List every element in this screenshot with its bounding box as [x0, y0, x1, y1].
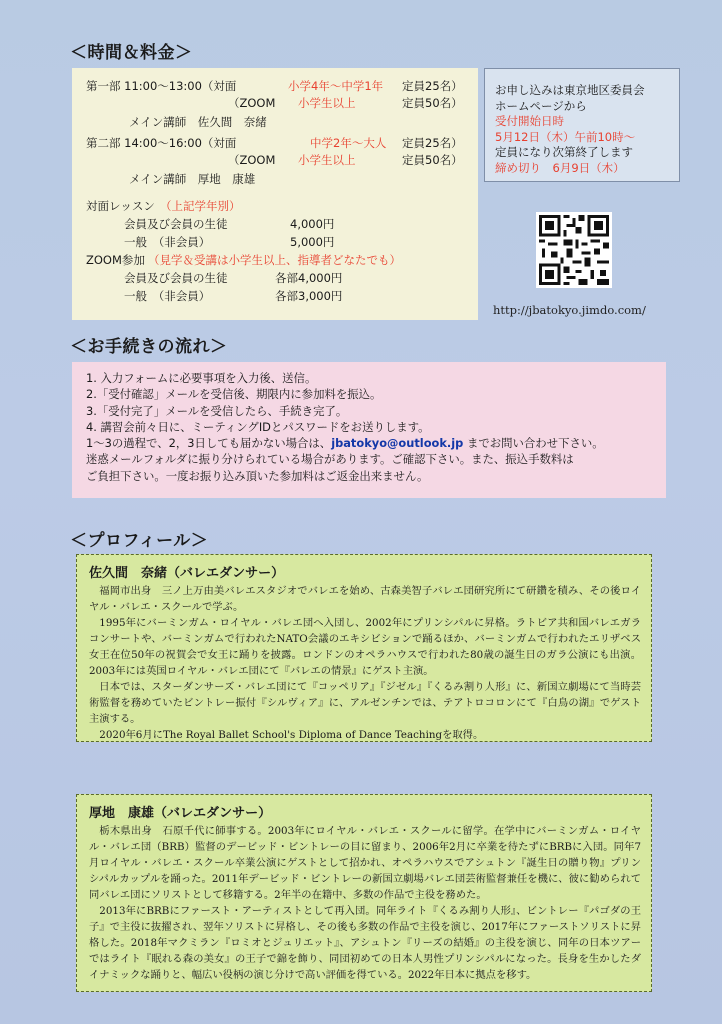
procedure-contact-before: 1～3の過程で、2，3日しても届かない場合は、 — [86, 436, 332, 451]
apply-capacity-note: 定員になり次第終了します — [495, 145, 633, 159]
apply-line-1: お申し込みは東京地区委員会 — [495, 83, 645, 97]
part2-time: 第二部 14:00～16:00（対面 — [86, 136, 237, 150]
profile-paragraph: 栃木県出身 石原千代に師事する。2003年にロイヤル・バレエ・スクールに留学。在学中にバーミンガム・ロイヤル・バレエ団（BRB）監督のデービッド・ビントレーの目に留まり、2006年2月に卒業を待たずにBRBに入団。同年7月ロイヤル・バレエ・スクール卒業公演にゲストとして招かれ、オペラハウスでアシュトン『誕生日の贈り物』プリンシパルカップルを踊った。2011年デービッド・ビントレーの新国立劇場バレエ団芸術監督兼任を機に、彼に勧められて同バレエ団にソリストとして移籍する。2年半の在籍中、多数の作品で主役を務めた。 — [89, 825, 641, 901]
profile-card-atsuji — [76, 794, 652, 992]
profile-name: 厚地 康雄（バレエダンサー） — [89, 806, 272, 821]
apply-start-label: 受付開始日時 — [495, 114, 564, 128]
zoom-member-label: 会員及び会員の生徒 — [124, 271, 228, 285]
part2-target: 中学2年～大人 — [310, 136, 387, 150]
zoom-general-price: 各部3,000円 — [275, 289, 343, 303]
in-person-member-label: 会員及び会員の生徒 — [124, 217, 228, 231]
procedure-note: ご負担下さい。一度お振り込み頂いた参加料はご返金出来ません。 — [86, 468, 429, 483]
profile-text — [89, 823, 641, 983]
profile-name: 佐久間 奈緒（バレエダンサー） — [89, 566, 285, 581]
in-person-general-label: 一般 （非会員） — [124, 235, 211, 249]
procedure-note: 迷惑メールフォルダに振り分けられている場合があります。ご確認下さい。また、振込手数料は — [86, 452, 574, 467]
zoom-member-price: 各部4,000円 — [275, 271, 343, 285]
profile-paragraph: 1995年にバーミンガム・ロイヤル・バレエ団へ入団し、2002年にプリンシパルに昇格。ラトビア共和国バレエガラコンサートや、バーミンガムで行われたNATO会議のエキシビションで踊るほか、バーミンガムで行われたエリザベス女王在位50年の祝賀会で女王に踊りを披露。ロンドンのオペラハウスで行われた80歳の誕生日のガラ公演にも出演。2003年には英国ロイヤル・バレエ団にて『バレエの情景』にゲスト主演。 — [89, 617, 641, 677]
procedure-step: 2.「受付確認」メールを受信後、期限内に参加料を振込。 — [86, 387, 382, 402]
apply-start-datetime: 5月12日（木）午前10時～ — [495, 129, 636, 144]
profile-paragraph: 福岡市出身 三ノ上万由美バレエスタジオでバレエを始め、古森美智子バレエ団研究所にて研鑽を積み、その後ロイヤル・バレエ・スクールで学ぶ。 — [89, 585, 641, 613]
profile-paragraph: 2013年にBRBにファースト・アーティストとして再入団。同年ライト『くるみ割り人形』、ビントレー『パゴダの王子』で主役に抜擢され、翌年ソリストに昇格し、その後も多数の作品で主役を演じ、2017年にファーストソリストに昇格した。2018年マクミラン『ロミオとジュリエット』、アシュトン『リーズの結婚』の主役を演じ、同年の日本ツアーではライト『眠れる森の美女』の王子で錦を飾り、同団初めての日本人男性プリンシパルになった。長身を生かしたダイナミックな踊りと、幅広い役柄の演じ分けで高い評価を得ている。2022年日本に拠点を移す。 — [89, 905, 641, 981]
apply-line-2: ホームページから — [495, 98, 587, 113]
profile-card-sakuma — [76, 554, 652, 742]
zoom-general-label: 一般 （非会員） — [124, 289, 211, 303]
apply-deadline: 締め切り 6月9日（木） — [495, 160, 625, 175]
part1-instructor: メイン講師 佐久間 奈緒 — [129, 115, 267, 129]
profile-paragraph: 2020年6月にThe Royal Ballet School's Diploma of Dance Teachingを取得。 — [99, 729, 484, 741]
profile-text — [89, 583, 641, 743]
part1-zoom-capacity: 定員50名） — [402, 96, 463, 110]
part2-zoom-capacity: 定員50名） — [402, 153, 463, 167]
procedure-contact-after: までお問い合わせ下さい。 — [463, 436, 604, 451]
procedure-step: 4. 講習会前々日に、ミーティングIDとパスワードをお送りします。 — [86, 419, 430, 434]
zoom-label: ZOOM参加 — [86, 253, 145, 267]
section-heading-procedure: ＜お手続きの流れ＞ — [70, 337, 228, 357]
part1-zoom: （ZOOM — [228, 96, 276, 110]
zoom-note: （見学＆受講は小学生以上、指導者どなたでも） — [148, 253, 401, 267]
part1-target: 小学4年～中学1年 — [288, 79, 384, 93]
part2-capacity: 定員25名） — [402, 136, 463, 150]
part1-zoom-target: 小学生以上 — [298, 96, 356, 110]
part2-zoom: （ZOOM — [228, 153, 276, 167]
procedure-contact-line — [86, 435, 666, 451]
schedule-box — [72, 68, 478, 320]
procedure-box — [72, 362, 666, 498]
procedure-step: 1. 入力フォームに必要事項を入力後、送信。 — [86, 371, 317, 385]
in-person-member-price: 4,000円 — [290, 217, 335, 231]
qr-code-icon[interactable] — [536, 212, 612, 288]
in-person-label: 対面レッスン — [86, 199, 155, 213]
website-url-link[interactable]: http://jbatokyo.jimdo.com/ — [493, 303, 646, 317]
part1-time: 第一部 11:00～13:00（対面 — [86, 79, 237, 93]
section-heading-time-fee: ＜時間＆料金＞ — [70, 43, 193, 63]
application-info-box — [484, 68, 680, 182]
in-person-note: （上記学年別） — [160, 199, 241, 213]
profile-paragraph: 日本では、スターダンサーズ・バレエ団にて『コッペリア』『ジゼル』『くるみ割り人形』に、新国立劇場にて当時芸術監督を務めていたビントレー振付『シルヴィア』に、アルゼンチンでは、テアトロコロンにて『白鳥の湖』でゲスト主演する。 — [89, 681, 641, 725]
section-heading-profile: ＜プロフィール＞ — [70, 531, 209, 551]
part2-zoom-target: 小学生以上 — [298, 153, 356, 167]
part1-capacity: 定員25名） — [402, 79, 463, 93]
part2-instructor: メイン講師 厚地 康雄 — [129, 172, 256, 186]
in-person-general-price: 5,000円 — [290, 235, 335, 249]
contact-email-link[interactable]: jbatokyo@outlook.jp — [331, 436, 464, 451]
procedure-step: 3.「受付完了」メールを受信したら、手続き完了。 — [86, 403, 348, 418]
